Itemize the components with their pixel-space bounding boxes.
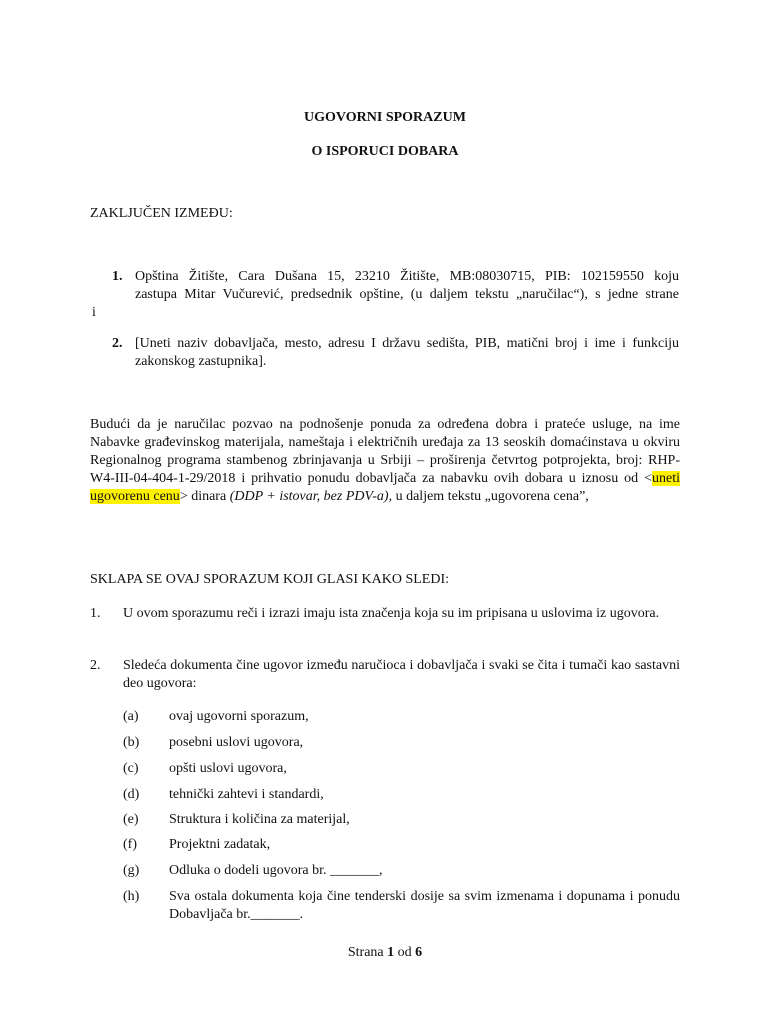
whereas-paragraph — [90, 416, 680, 506]
document-item-text: Odluka o dodeli ugovora br. _______, — [169, 863, 383, 878]
document-item-text: posebni uslovi ugovora, — [169, 735, 304, 750]
party-1-line-1: Opština Žitište, Cara Dušana 15, 23210 Žitište, MB:08030715, PIB: 102159550 koju — [135, 269, 679, 284]
clause-1-text: U ovom sporazumu reči i izrazi imaju ista značenja koja su im pripisana u uslovima iz ugovora. — [123, 606, 660, 621]
document-item-text: ovaj ugovorni sporazum, — [169, 709, 309, 724]
document-item-label: (c) — [123, 761, 139, 776]
clause-2-number: 2. — [90, 658, 101, 673]
document-item-label: (e) — [123, 812, 139, 827]
party-2-number: 2. — [112, 336, 123, 351]
price-terms: (DDP + istovar, bez PDV-a) — [229, 489, 389, 504]
party-1-line-2: zastupa Mitar Vučurević, predsednik opštine, (u daljem tekstu „naručilac“), s jedne strane — [135, 287, 679, 302]
document-item-text: opšti uslovi ugovora, — [169, 761, 287, 776]
total-page-count: 6 — [415, 945, 423, 960]
document-item-text: tehnički zahtevi i standardi, — [169, 787, 324, 802]
document-item-text: Projektni zadatak, — [169, 837, 271, 852]
whereas-text-end: , u daljem tekstu „ugovorena cena”, — [388, 489, 589, 504]
document-item-label: (h) — [123, 889, 140, 904]
party-2-line-2: zakonskog zastupnika]. — [135, 354, 267, 369]
document-item-text: Struktura i količina za materijal, — [169, 812, 350, 827]
clause-1-number: 1. — [90, 606, 101, 621]
party-1-number: 1. — [112, 269, 123, 284]
document-item-label: (a) — [123, 709, 139, 724]
party-conjunction: i — [92, 305, 96, 320]
whereas-text-start: Budući da je naručilac pozvao na podnošenje ponuda za određena dobra i prateće usluge, na ime Nabavke građevinskog materijala, nameštaja i električnih uređaja za 13 seoskih domaćinstava u okviru Regionalnog programa stambenog zbrinjavanja u Srbiji – proširenja četvrtog potprojekta, broj: RHP-W4-III-04-404-1-29/2018 i prihvatio ponudu dobavljača za nabavku ovih dobara u iznosu od < — [90, 417, 680, 486]
document-subtitle: O ISPORUCI DOBARA — [311, 144, 459, 159]
party-2-line-1: [Uneti naziv dobavljača, mesto, adresu I državu sedišta, PIB, matični broj i ime i funkciju — [135, 336, 679, 351]
clause-2-text: Sledeća dokumenta čine ugovor između naručioca i dobavljača i svaki se čita i tumači kao sastavni deo ugovora: — [123, 658, 680, 691]
whereas-text-middle: > dinara — [179, 489, 230, 504]
footer-middle: od — [394, 945, 416, 960]
current-page-number: 1 — [387, 945, 395, 960]
document-item-label: (g) — [123, 863, 140, 878]
document-item-text: Sva ostala dokumenta koja čine tenderski dosije sa svim izmenama i dopunama i ponudu Dobavljača br._______. — [169, 889, 680, 922]
agreement-heading: SKLAPA SE OVAJ SPORAZUM KOJI GLASI KAKO SLEDI: — [90, 572, 449, 587]
document-item-label: (f) — [123, 837, 137, 852]
document-title: UGOVORNI SPORAZUM — [304, 110, 466, 125]
contract-price-placeholder: uneti ugovorenu cenu — [90, 471, 680, 504]
document-item-label: (d) — [123, 787, 140, 802]
concluded-between-heading: ZAKLJUČEN IZMEĐU: — [90, 206, 233, 221]
page-number-footer — [0, 944, 770, 962]
document-item-label: (b) — [123, 735, 140, 750]
footer-prefix: Strana — [347, 945, 388, 960]
